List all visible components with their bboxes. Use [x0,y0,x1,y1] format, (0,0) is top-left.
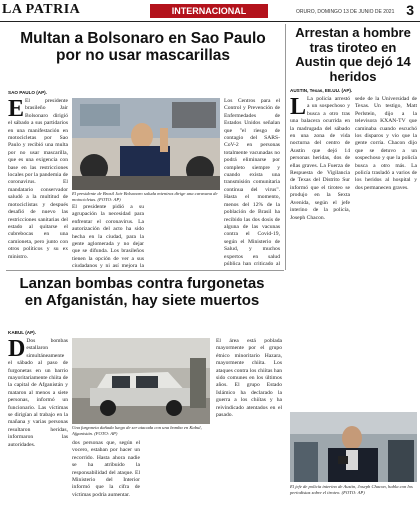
story2-photo [290,412,417,482]
story2-column-1 [290,96,350,406]
section-label: INTERNACIONAL [150,4,268,18]
story1-headline: Multan a Bolsonaro en Sao Paulo por no usar mascarillas [20,30,266,65]
story3-column-2: dos personas que, según el vocero, estaban por hacer un recorrido. Hasta ahora nadie se ha atribuido la responsabilidad del ataque. El Ministerio del Interior informó que la cifra de víctimas podría aumentar. [72,440,140,498]
story3-column-2b [144,440,212,508]
story1-byline: SAO PAULO (AP). [8,90,47,95]
story3-column-3: El área está poblada mayormente por el grupo étnico minoritario Hazara, mayormente chiíta. Los ataques contra los chiítas han sido comunes en los últimos años. El grupo Estado Islámico ha declarado la guerra a los chiítas y ha reivindicado atentados en el pasado. [216,338,282,419]
story-divider [6,270,284,271]
story1-column-2: El presidente pidió a su agrupación la necesidad para enfrentar el coronavirus. La autorización del acto ha sido hecha en la ciudad, para la gente aglomerada y no dejar que se difunda. Los brasileños tienen la opción de ver a sus ciudadanos y ni así mejora la [72,204,144,268]
story3-dropcap: D [8,338,26,362]
story1-col1-text: El presidente brasileño Jair Bolsonaro dirigió el sábado a sus partidarios en una manifestación en motocicletas por Sao Paulo y recibió una multa por no usar mascarilla, que es una exigencia con base en las restricciones locales por la pandemia de coronavirus. El mandatario conservador saludó a la multitud de motociclistas y después desafió de nuevo las restricciones sanitarias del estado al quitarse el cubrebocas en una camioneta, pero junto con otros políticos y su ex ministro. [8,98,68,260]
masthead [0,0,420,22]
dateline: ORURO, DOMINGO 13 DE JUNIO DE 2021 [296,9,395,15]
story1-column-1 [8,98,68,268]
story1-photo [72,98,220,190]
story1-column-3: Los Centros para el Control y Prevención de Enfermedades de Estados Unidos señalan que "el riesgo de contagio del SARS-CoV-2 en personas totalmente vacunadas no podrá eliminarse por completo siempre y cuando exista una transmisión comunitaria continua del virus". Hasta el momento, menos del 12% de la población de Brasil ha recibido las dos dosis de alguna de las vacunas contra el Covid-19, según el Ministerio de Salud, y muchos expertos en salud pública han criticado al [224,98,280,267]
story3-column-1 [8,338,68,508]
story2-headline: Arrestan a hombre tras tiroteo en Austin que dejó 14 heridos [295,25,411,84]
story1-column-2b [148,204,220,268]
story3-photo [72,338,210,424]
page-number: 3 [406,2,414,18]
story2-column-2: sede de la Universidad de Texas. Un testigo, Matt Perlstein, dijo a la televisora KXAN-TV que caminaba cuando escuchó los disparos y vio que la gente corría. Chacon dijo que se detuvo a un sospechoso y que la policía busca a otro más. La policía trasladó a varios de los heridos al hospital y dos permanecen graves. [355,96,417,191]
story2-byline: AUSTIN, Texas, EE.UU. (AP). [290,88,353,93]
story2-photo-caption: El jefe de policía interino de Austin, Joseph Chacon, habla con los periodistas sobre el tiroteo. (FOTO: AP) [290,484,413,495]
story1-dropcap: E [8,98,25,122]
column-divider [285,24,286,270]
story3-col1-text: Dos bombas estallaron simultáneamente el sábado al paso de furgonetas en un barrio mayoritariamente chiíta de la capital de Afganistán y mataron al menos a siete personas, informó un funcionario. Las víctimas se dirigían al trabajo en la mañana y varias personas resultaron heridas, informaron las autoridades. [8,338,68,448]
newspaper-logo: LA PATRIA [2,2,81,17]
story2-dropcap: L [290,96,307,120]
story3-photo-caption: Una furgoneta dañada luego de ser atacada con una bomba en Kabul, Afganistán. (FOTO: AP) [72,425,202,436]
story3-byline: KABUL (AP). [8,330,36,335]
story3-headline: Lanzan bombas contra furgonetas en Afganistán, hay siete muertos [19,275,265,309]
story2-col1-text: La policía arrestó a un sospechoso y busca a otro tras una balacera ocurrida en la madrugada del sábado en una zona de vida nocturna del centro de Austin que dejó 14 personas heridas, dos de ellas graves. La Fuerza de Respuesta de Vigilancia de Texas del Distrito Sur informó que el tiroteo se produjo en la Sexta Avenida, según el jefe interino de la policía, Joseph Chacon. [290,96,350,221]
story1-photo-caption: El presidente de Brasil Jair Bolsonaro saluda mientras dirige una caravana de motocicletas. (FOTO: AP) [72,191,218,202]
